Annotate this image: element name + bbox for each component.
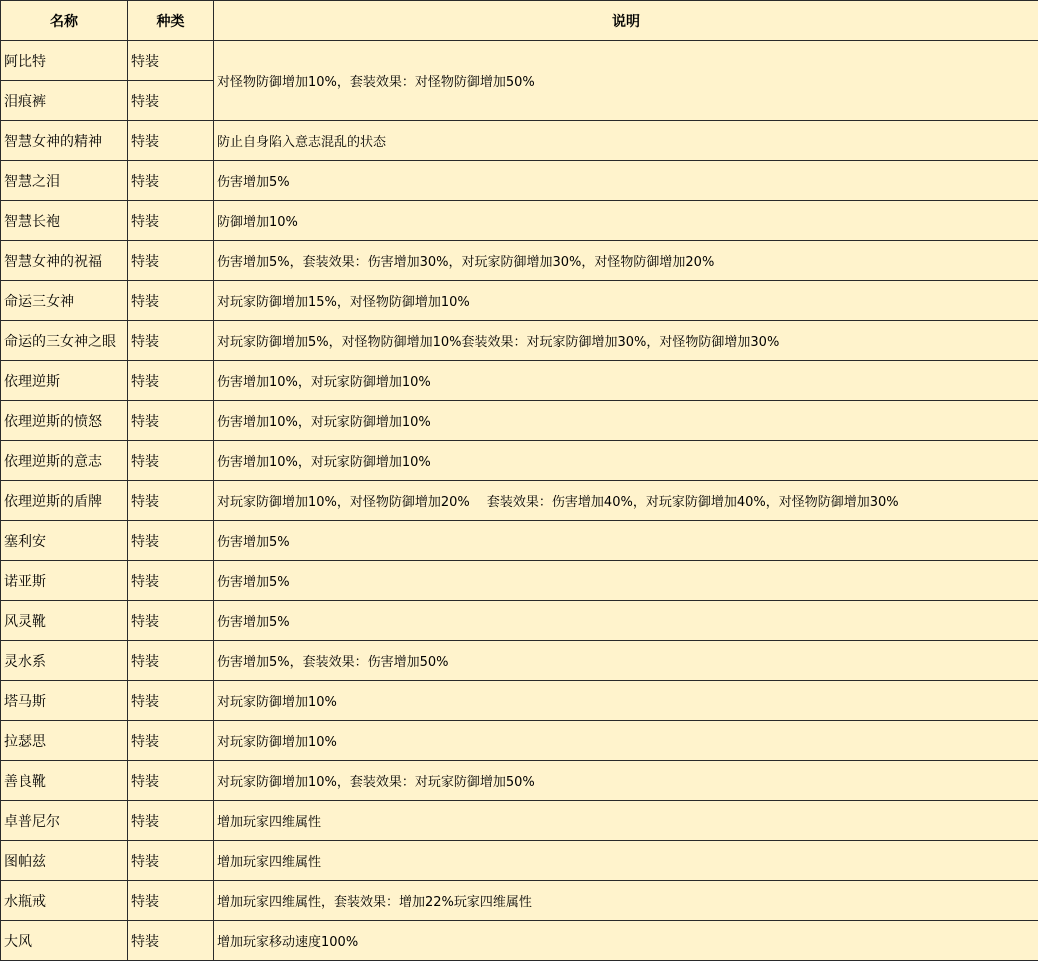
item-desc: 增加玩家移动速度100% bbox=[214, 921, 1038, 961]
table-row bbox=[1, 761, 1038, 801]
item-type: 特装 bbox=[128, 161, 214, 201]
item-desc: 对玩家防御增加10%，对怪物防御增加20% 套装效果：伤害增加40%，对玩家防御增加40%，对怪物防御增加30% bbox=[214, 481, 1038, 521]
item-name: 水瓶戒 bbox=[1, 881, 128, 921]
item-name: 命运三女神 bbox=[1, 281, 128, 321]
header-name: 名称 bbox=[1, 1, 128, 41]
table-row bbox=[1, 441, 1038, 481]
item-name: 命运的三女神之眼 bbox=[1, 321, 128, 361]
table-row bbox=[1, 561, 1038, 601]
table-row bbox=[1, 481, 1038, 521]
item-type: 特装 bbox=[128, 921, 214, 961]
table-row bbox=[1, 681, 1038, 721]
item-desc: 对玩家防御增加10%，套装效果：对玩家防御增加50% bbox=[214, 761, 1038, 801]
item-name: 风灵靴 bbox=[1, 601, 128, 641]
item-type: 特装 bbox=[128, 281, 214, 321]
table-row bbox=[1, 361, 1038, 401]
item-desc: 伤害增加5% bbox=[214, 521, 1038, 561]
item-type: 特装 bbox=[128, 641, 214, 681]
item-type: 特装 bbox=[128, 881, 214, 921]
item-desc: 对玩家防御增加5%，对怪物防御增加10%套装效果：对玩家防御增加30%，对怪物防御增加30% bbox=[214, 321, 1038, 361]
item-type: 特装 bbox=[128, 81, 214, 121]
table-row bbox=[1, 721, 1038, 761]
item-type: 特装 bbox=[128, 321, 214, 361]
header-type: 种类 bbox=[128, 1, 214, 41]
item-desc: 伤害增加5%，套装效果：伤害增加50% bbox=[214, 641, 1038, 681]
item-type: 特装 bbox=[128, 41, 214, 81]
item-name: 智慧之泪 bbox=[1, 161, 128, 201]
item-type: 特装 bbox=[128, 241, 214, 281]
table-row bbox=[1, 801, 1038, 841]
table-row bbox=[1, 41, 1038, 81]
item-name: 阿比特 bbox=[1, 41, 128, 81]
item-type: 特装 bbox=[128, 681, 214, 721]
item-desc: 伤害增加5% bbox=[214, 601, 1038, 641]
table-row bbox=[1, 121, 1038, 161]
table-row bbox=[1, 281, 1038, 321]
item-desc: 对玩家防御增加10% bbox=[214, 721, 1038, 761]
item-desc: 增加玩家四维属性 bbox=[214, 841, 1038, 881]
table-row bbox=[1, 881, 1038, 921]
item-desc: 防止自身陷入意志混乱的状态 bbox=[214, 121, 1038, 161]
item-type: 特装 bbox=[128, 721, 214, 761]
item-desc: 防御增加10% bbox=[214, 201, 1038, 241]
table-header-row bbox=[1, 1, 1038, 41]
item-type: 特装 bbox=[128, 761, 214, 801]
item-type: 特装 bbox=[128, 561, 214, 601]
item-name: 依理逆斯的愤怒 bbox=[1, 401, 128, 441]
table-row bbox=[1, 201, 1038, 241]
item-desc: 伤害增加10%，对玩家防御增加10% bbox=[214, 401, 1038, 441]
item-type: 特装 bbox=[128, 201, 214, 241]
item-desc: 对玩家防御增加10% bbox=[214, 681, 1038, 721]
item-type: 特装 bbox=[128, 361, 214, 401]
item-type: 特装 bbox=[128, 121, 214, 161]
item-name: 卓普尼尔 bbox=[1, 801, 128, 841]
item-desc: 伤害增加5% bbox=[214, 161, 1038, 201]
item-type: 特装 bbox=[128, 801, 214, 841]
item-name: 智慧女神的祝福 bbox=[1, 241, 128, 281]
table-row bbox=[1, 161, 1038, 201]
item-name: 灵水系 bbox=[1, 641, 128, 681]
item-name: 依理逆斯的盾牌 bbox=[1, 481, 128, 521]
item-name: 依理逆斯的意志 bbox=[1, 441, 128, 481]
item-desc: 对玩家防御增加15%，对怪物防御增加10% bbox=[214, 281, 1038, 321]
table-row bbox=[1, 601, 1038, 641]
item-name: 塞利安 bbox=[1, 521, 128, 561]
item-name: 依理逆斯 bbox=[1, 361, 128, 401]
item-name: 大风 bbox=[1, 921, 128, 961]
table-row bbox=[1, 521, 1038, 561]
item-type: 特装 bbox=[128, 521, 214, 561]
header-desc: 说明 bbox=[214, 1, 1038, 41]
table-row bbox=[1, 321, 1038, 361]
table-row bbox=[1, 401, 1038, 441]
table-row bbox=[1, 641, 1038, 681]
item-name: 塔马斯 bbox=[1, 681, 128, 721]
table-row bbox=[1, 241, 1038, 281]
item-name: 诺亚斯 bbox=[1, 561, 128, 601]
item-type: 特装 bbox=[128, 441, 214, 481]
table-row bbox=[1, 921, 1038, 961]
item-desc: 对怪物防御增加10%，套装效果：对怪物防御增加50% bbox=[214, 41, 1038, 121]
item-type: 特装 bbox=[128, 401, 214, 441]
item-name: 智慧女神的精神 bbox=[1, 121, 128, 161]
item-desc: 伤害增加5%，套装效果：伤害增加30%，对玩家防御增加30%，对怪物防御增加20% bbox=[214, 241, 1038, 281]
item-desc: 伤害增加5% bbox=[214, 561, 1038, 601]
item-type: 特装 bbox=[128, 481, 214, 521]
item-type: 特装 bbox=[128, 601, 214, 641]
item-name: 智慧长袍 bbox=[1, 201, 128, 241]
item-name: 泪痕裤 bbox=[1, 81, 128, 121]
item-type: 特装 bbox=[128, 841, 214, 881]
item-desc: 增加玩家四维属性，套装效果：增加22%玩家四维属性 bbox=[214, 881, 1038, 921]
item-desc: 伤害增加10%，对玩家防御增加10% bbox=[214, 361, 1038, 401]
item-desc: 伤害增加10%，对玩家防御增加10% bbox=[214, 441, 1038, 481]
table-row bbox=[1, 841, 1038, 881]
item-name: 善良靴 bbox=[1, 761, 128, 801]
item-name: 图帕兹 bbox=[1, 841, 128, 881]
item-name: 拉瑟思 bbox=[1, 721, 128, 761]
item-desc: 增加玩家四维属性 bbox=[214, 801, 1038, 841]
